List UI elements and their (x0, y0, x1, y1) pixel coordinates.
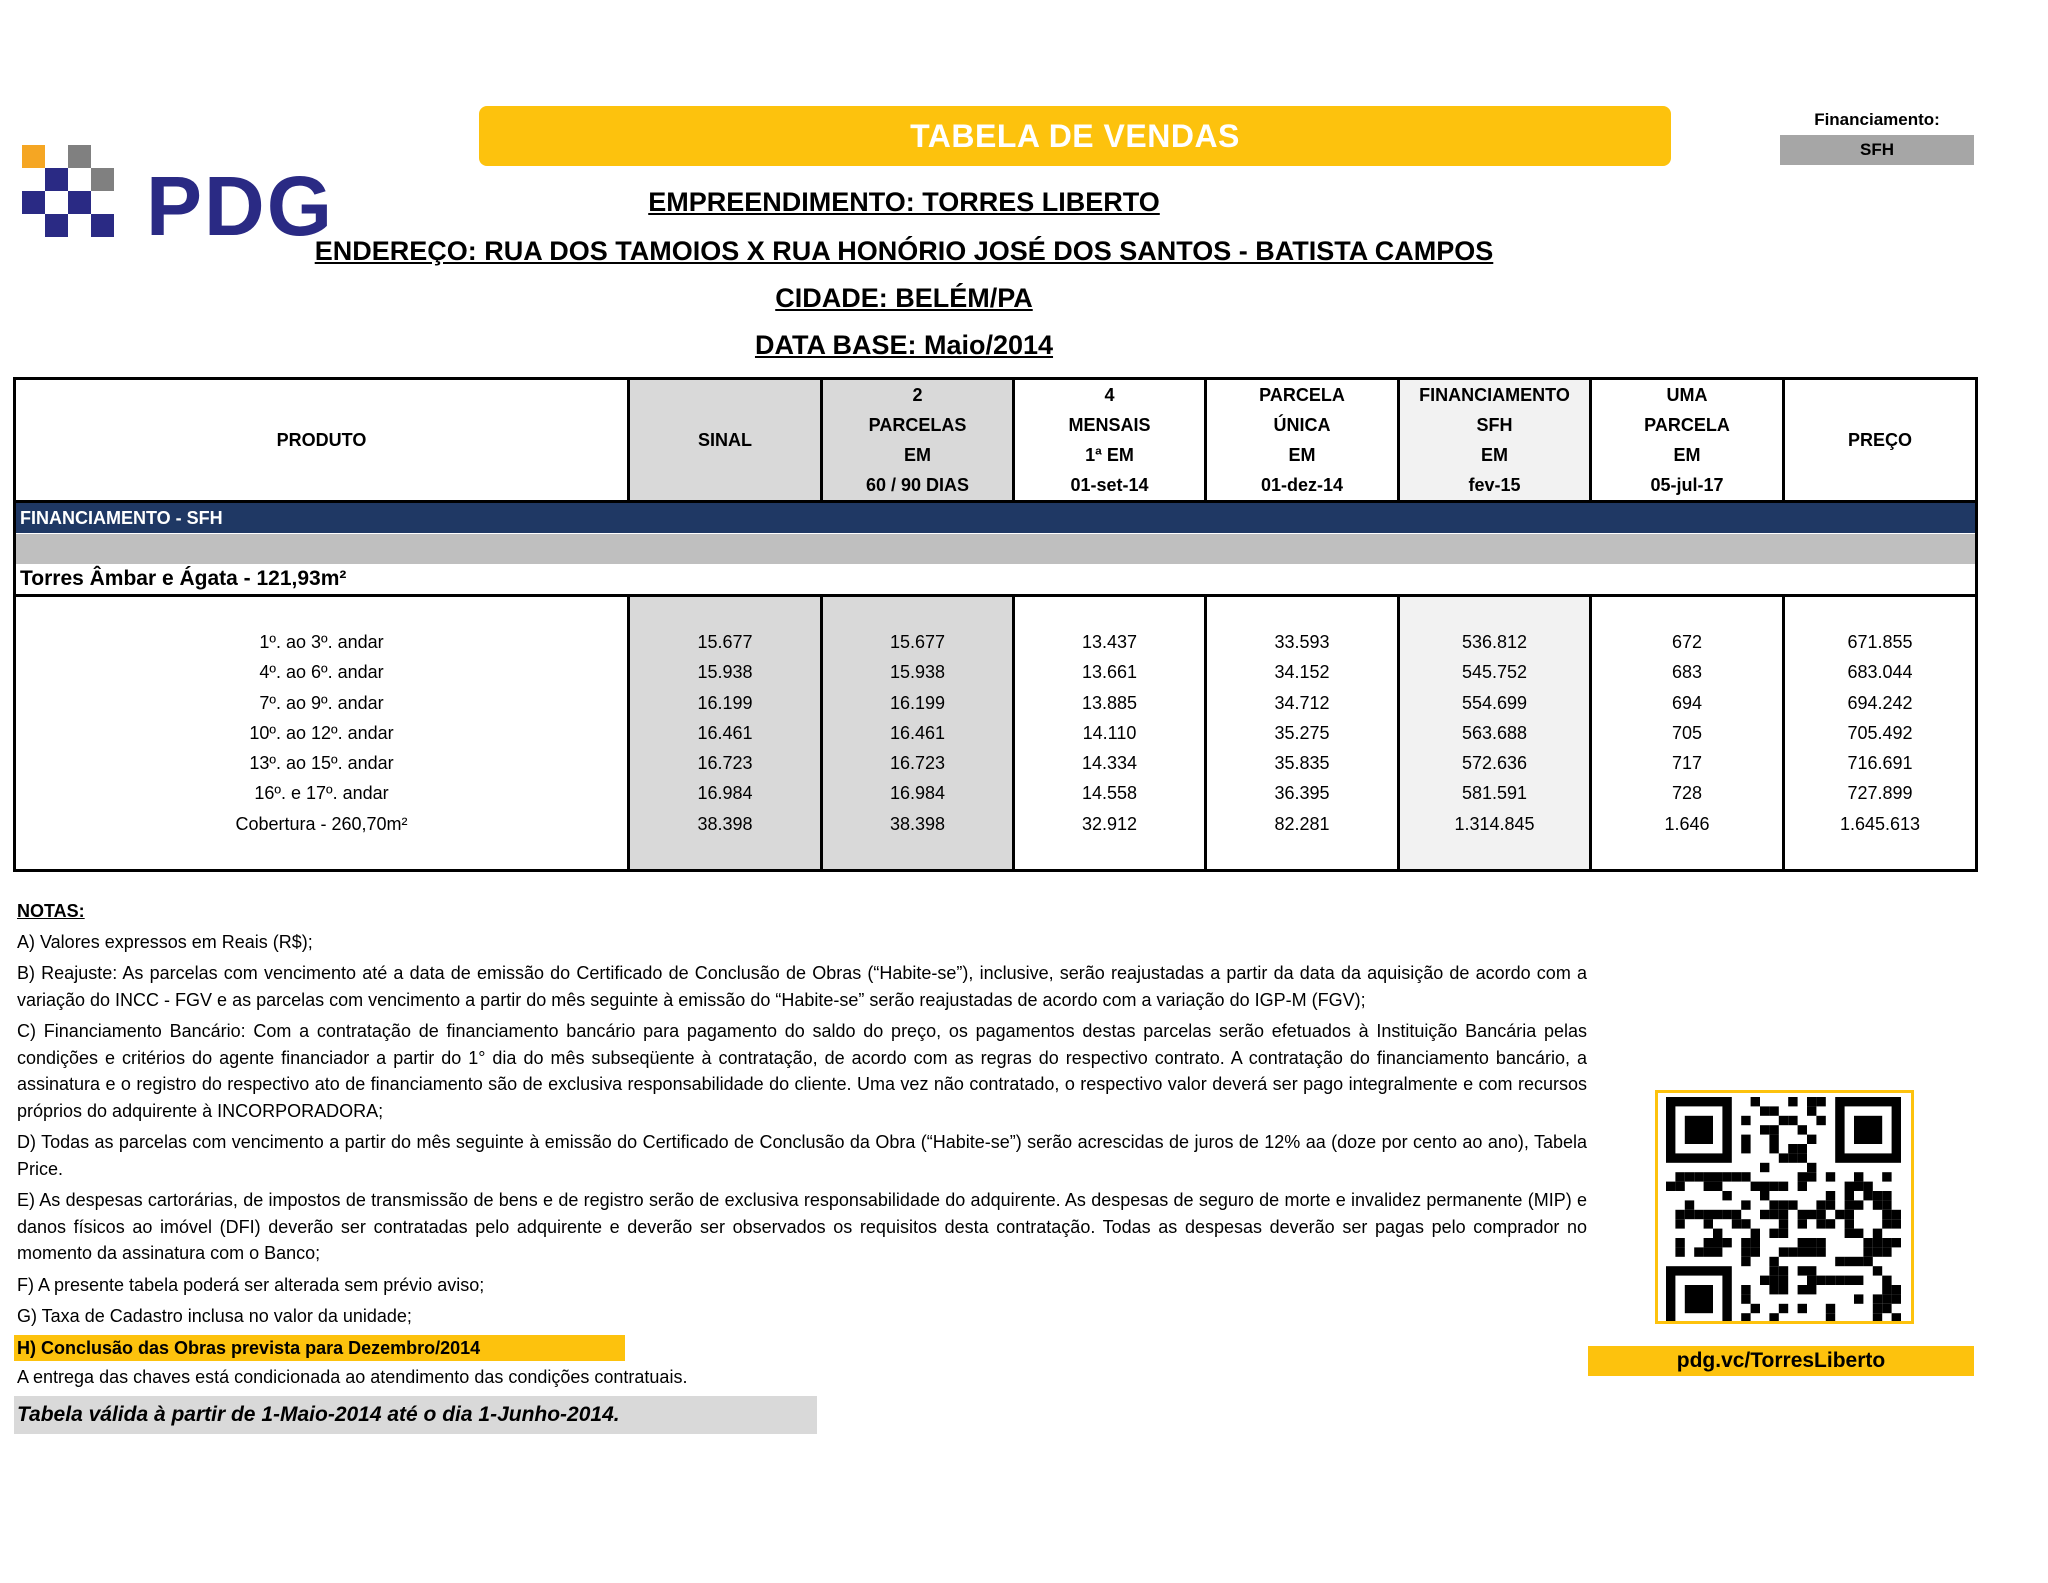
table-cell: 16.461 (889, 722, 946, 743)
column-header-line: PARCELAS (868, 415, 967, 435)
column-values-2 (822, 596, 1014, 871)
column-header-line: PRODUTO (276, 430, 367, 450)
table-cell: 13.661 (1081, 662, 1138, 683)
group-title: Torres Âmbar e Ágata - 121,93m² (15, 564, 1977, 596)
notes-title: NOTAS: (17, 901, 85, 921)
table-cell: 705.492 (1847, 722, 1913, 743)
table-cell: 13.437 (1081, 632, 1138, 652)
empreendimento-heading: EMPREENDIMENTO: TORRES LIBERTO (648, 187, 1160, 217)
column-values-1 (629, 596, 822, 871)
column-values-3 (1014, 596, 1206, 871)
notes-section (17, 898, 1587, 1434)
column-header-line: 1ª EM (1085, 445, 1134, 465)
column-header-line: 2 (912, 385, 923, 405)
table-cell: 1.645.613 (1839, 813, 1921, 834)
column-header-1 (629, 379, 822, 502)
table-cell: 672 (1671, 632, 1703, 652)
title-banner (479, 106, 1671, 166)
table-body (15, 596, 1977, 871)
financiamento-label: Financiamento: (1814, 110, 1940, 129)
column-header-line: 01-set-14 (1070, 475, 1149, 495)
table-cell: 694.242 (1847, 692, 1913, 713)
column-header-line: PARCELA (1644, 415, 1730, 435)
note-a: A) Valores expressos em Reais (R$); (17, 931, 313, 952)
table-cell: 727.899 (1847, 783, 1913, 804)
column-header-line: EM (904, 445, 931, 465)
note-f: F) A presente tabela poderá ser alterada sem prévio aviso; (17, 1274, 485, 1295)
column-values-0 (15, 596, 629, 871)
table-cell: 16.984 (697, 783, 753, 804)
column-header-5 (1399, 379, 1591, 502)
column-header-line: fev-15 (1468, 475, 1521, 495)
table-cell: 16.199 (697, 692, 753, 713)
table-cell: 717 (1671, 753, 1703, 774)
table-cell: 33.593 (1274, 632, 1330, 652)
financiamento-value: SFH (1780, 135, 1974, 165)
table-cell: 32.912 (1081, 813, 1138, 834)
column-header-line: EM (1673, 445, 1701, 465)
endereco-heading: ENDEREÇO: RUA DOS TAMOIOS X RUA HONÓRIO JOSÉ DOS SANTOS - BATISTA CAMPOS (314, 236, 1494, 266)
product-name: 7º. ao 9º. andar (259, 692, 384, 713)
table-cell: 82.281 (1274, 813, 1330, 834)
column-header-3 (1014, 379, 1206, 502)
table-cell: 14.334 (1081, 753, 1138, 774)
table-cell: 545.752 (1461, 662, 1528, 683)
column-values-6 (1591, 596, 1784, 871)
table-cell: 15.677 (889, 632, 946, 652)
column-header-line: 60 / 90 DIAS (865, 475, 970, 495)
column-header-line: SFH (1476, 415, 1513, 435)
price-table (13, 377, 1975, 872)
table-cell: 16.723 (889, 753, 946, 774)
column-header-2 (822, 379, 1014, 502)
column-header-line: 4 (1104, 385, 1115, 405)
product-name: Cobertura - 260,70m² (235, 813, 408, 834)
column-header-line: SINAL (698, 430, 752, 450)
section-financiamento: FINANCIAMENTO - SFH (15, 502, 1977, 534)
note-g: G) Taxa de Cadastro inclusa no valor da unidade; (17, 1306, 412, 1326)
column-values-7 (1784, 596, 1977, 871)
column-header-line: UMA (1666, 385, 1708, 405)
table-header-row (15, 379, 1977, 502)
table-cell: 716.691 (1847, 753, 1913, 774)
table-cell: 34.152 (1274, 662, 1330, 683)
table-cell: 35.275 (1274, 722, 1330, 743)
column-header-line: 01-dez-14 (1260, 475, 1344, 495)
logo-wordmark: PDG (146, 159, 335, 253)
qr-code-icon (1655, 1090, 1914, 1324)
table-cell: 554.699 (1461, 692, 1528, 713)
product-name: 1º. ao 3º. andar (259, 632, 384, 652)
qr-link[interactable]: pdg.vc/TorresLiberto (1588, 1346, 1974, 1376)
product-name: 13º. ao 15º. andar (249, 753, 394, 774)
table-cell: 15.677 (697, 632, 753, 652)
column-header-line: PREÇO (1847, 430, 1912, 450)
column-header-line: EM (1481, 445, 1508, 465)
note-c: C) Financiamento Bancário: Com a contratação de financiamento bancário para pagamento do saldo do preço, os pagamentos destas parcelas serão efetuados à Instituição Bancária pelas condições e critérios do agente financiador a partir do 1° dia do mês subseqüente à contratação, de acordo com as regras do respectivo contrato. A contratação do financiamento bancário, a assinatura e o registro do respectivo ato de financiamento são de exclusiva responsabilidade do cliente. Uma vez não contratado, o respectivo valor deverá ser pago integralmente e com recursos próprios do adquirente à INCORPORADORA; (17, 1021, 1587, 1121)
table-cell: 705 (1671, 722, 1703, 743)
note-h: H) Conclusão das Obras prevista para Dezembro/2014 (14, 1335, 625, 1362)
table-cell: 16.461 (697, 722, 753, 743)
data-base-heading: DATA BASE: Maio/2014 (754, 330, 1054, 360)
column-values-4 (1206, 596, 1399, 871)
table-cell: 16.199 (889, 692, 946, 713)
page-title: TABELA DE VENDAS (910, 117, 1240, 154)
product-name: 16º. e 17º. andar (254, 783, 389, 804)
table-cell: 16.723 (697, 753, 753, 774)
product-name: 10º. ao 12º. andar (249, 722, 394, 743)
cidade-heading: CIDADE: BELÉM/PA (775, 283, 1033, 313)
table-cell: 14.110 (1082, 722, 1137, 743)
table-cell: 35.835 (1274, 753, 1330, 774)
column-values-5 (1399, 596, 1591, 871)
table-cell: 563.688 (1461, 722, 1528, 743)
table-cell: 536.812 (1461, 632, 1528, 652)
column-header-line: EM (1288, 445, 1316, 465)
column-header-0 (15, 379, 629, 502)
validity-note: Tabela válida à partir de 1-Maio-2014 até o dia 1-Junho-2014. (14, 1396, 817, 1434)
column-header-4 (1206, 379, 1399, 502)
note-b: B) Reajuste: As parcelas com vencimento até a data de emissão do Certificado de Conclusão de Obras (“Habite-se”), inclusive, serão reajustadas a partir da data da aquisição de acordo com a variação do INCC - FGV e as parcelas com vencimento a partir do mês seguinte à emissão do “Habite-se” serão reajustadas de acordo com a variação do IGP-M (FGV); (17, 963, 1587, 1010)
column-header-line: ÚNICA (1273, 415, 1331, 435)
table-cell: 671.855 (1847, 632, 1913, 652)
table-cell: 572.636 (1461, 753, 1528, 774)
product-name: 4º. ao 6º. andar (259, 662, 384, 683)
column-header-line: PARCELA (1259, 385, 1345, 405)
table-cell: 38.398 (889, 813, 946, 834)
column-header-line: MENSAIS (1068, 415, 1151, 435)
table-cell: 581.591 (1461, 783, 1528, 804)
table-cell: 15.938 (889, 662, 946, 683)
column-header-line: FINANCIAMENTO (1419, 385, 1570, 405)
table-cell: 728 (1671, 783, 1703, 804)
table-cell: 1.646 (1664, 813, 1710, 834)
column-header-6 (1591, 379, 1784, 502)
table-cell: 15.938 (697, 662, 753, 683)
table-cell: 16.984 (889, 783, 946, 804)
note-entrega: A entrega das chaves está condicionada ao atendimento das condições contratuais. (17, 1367, 688, 1387)
table-cell: 36.395 (1274, 783, 1330, 804)
table-cell: 38.398 (697, 813, 753, 834)
table-cell: 694 (1671, 692, 1703, 713)
table-cell: 683.044 (1847, 662, 1913, 683)
column-header-7 (1784, 379, 1977, 502)
note-d: D) Todas as parcelas com vencimento a partir do mês seguinte à emissão do Certificado de Conclusão da Obra (“Habite-se”) serão acrescidas de juros de 12% aa (doze por cento ao ano), Tabela Price. (17, 1132, 1587, 1179)
table-cell: 34.712 (1274, 692, 1330, 713)
table-cell: 13.885 (1081, 692, 1138, 713)
note-e: E) As despesas cartorárias, de impostos de transmissão de bens e de registro serão de exclusiva responsabilidade do adquirente. As despesas de seguro de morte e invalidez permanente (MIP) e danos físicos ao imóvel (DFI) deverão ser contratadas pelo adquirente e deverão ser observados os requisitos desta contratação. Todas as despesas deverão ser pagas pelo comprador no momento da assinatura com o Banco; (17, 1190, 1587, 1263)
column-header-line: 05-jul-17 (1650, 475, 1724, 495)
table-cell: 1.314.845 (1454, 813, 1535, 834)
table-cell: 683 (1671, 662, 1703, 683)
section-spacer (15, 534, 1977, 565)
table-cell: 14.558 (1081, 783, 1138, 804)
